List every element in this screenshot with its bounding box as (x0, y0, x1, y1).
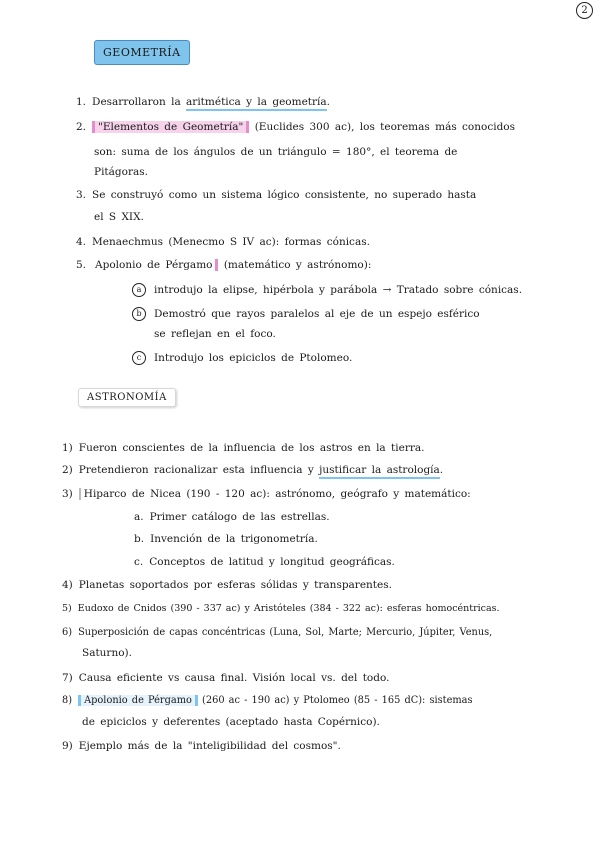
geo-sub-a: a introdujo la elipse, hipérbola y parábola → Tratado sobre cónicas. (132, 283, 522, 297)
ast-sub-b: b. Invención de la trigonometría. (134, 533, 318, 545)
geo-item-3-cont: el S XIX. (94, 211, 144, 223)
geo-item-2-cont: son: suma de los ángulos de un triángulo = 180°, el teorema de (94, 146, 458, 158)
geo-item-2-cont2: Pitágoras. (94, 166, 148, 178)
geo-sub-c: c Introdujo los epiciclos de Ptolomeo. (132, 351, 352, 365)
ast-item-4: 4) Planetas soportados por esferas sólidas y transparentes. (62, 579, 392, 591)
ast-item-8: 8) Apolonio de Pérgamo (260 ac - 190 ac) y Ptolomeo (85 - 165 dC): sistemas (62, 695, 473, 706)
ast-item-5: 5) Eudoxo de Cnidos (390 - 337 ac) y Aristóteles (384 - 322 ac): esferas homocéntricas. (62, 603, 500, 614)
ast-item-2: 2) Pretendieron racionalizar esta influencia y justificar la astrología. (62, 464, 443, 477)
ast-item-8-cont: de epiciclos y deferentes (aceptado hasta Copérnico). (82, 716, 380, 728)
ast-item-6-cont: Saturno). (82, 647, 132, 659)
geo-item-5: 5. Apolonio de Pérgamo (matemático y astrónomo): (76, 259, 372, 271)
ast-item-1: 1) Fueron conscientes de la influencia de los astros en la tierra. (62, 442, 425, 454)
geo-item-3: 3. Se construyó como un sistema lógico consistente, no superado hasta (76, 189, 477, 201)
ast-item-3: 3) Hiparco de Nicea (190 - 120 ac): astrónomo, geógrafo y matemático: (62, 488, 471, 500)
ast-sub-a: a. Primer catálogo de las estrellas. (134, 511, 330, 523)
geo-item-2: 2. "Elementos de Geometría" (Euclides 300 ac), los teoremas más conocidos (76, 121, 516, 133)
heading-geometria: GEOMETRÍA (94, 40, 190, 65)
geo-item-1: 1. Desarrollaron la aritmética y la geometría. (76, 96, 330, 109)
ast-item-7: 7) Causa eficiente vs causa final. Visión local vs. del todo. (62, 672, 390, 684)
ast-sub-c: c. Conceptos de latitud y longitud geográficas. (134, 556, 395, 568)
geo-sub-b: b Demostró que rayos paralelos al eje de un espejo esférico (132, 307, 480, 321)
geo-item-4: 4. Menaechmus (Menecmo S IV ac): formas cónicas. (76, 236, 370, 248)
heading-astronomia: ASTRONOMÍA (78, 388, 176, 407)
apolonio-blue-highlight: Apolonio de Pérgamo (78, 695, 198, 706)
elementos-highlight: "Elementos de Geometría" (92, 121, 249, 133)
geo-sub-b-cont: se reflejan en el foco. (154, 328, 276, 340)
page-number: 2 (576, 2, 593, 19)
ast-item-9: 9) Ejemplo más de la "inteligibilidad del cosmos". (62, 740, 341, 752)
ast-item-6: 6) Superposición de capas concéntricas (Luna, Sol, Marte; Mercurio, Júpiter, Venus, (62, 627, 493, 638)
apolonio-highlight: Apolonio de Pérgamo (92, 259, 218, 271)
